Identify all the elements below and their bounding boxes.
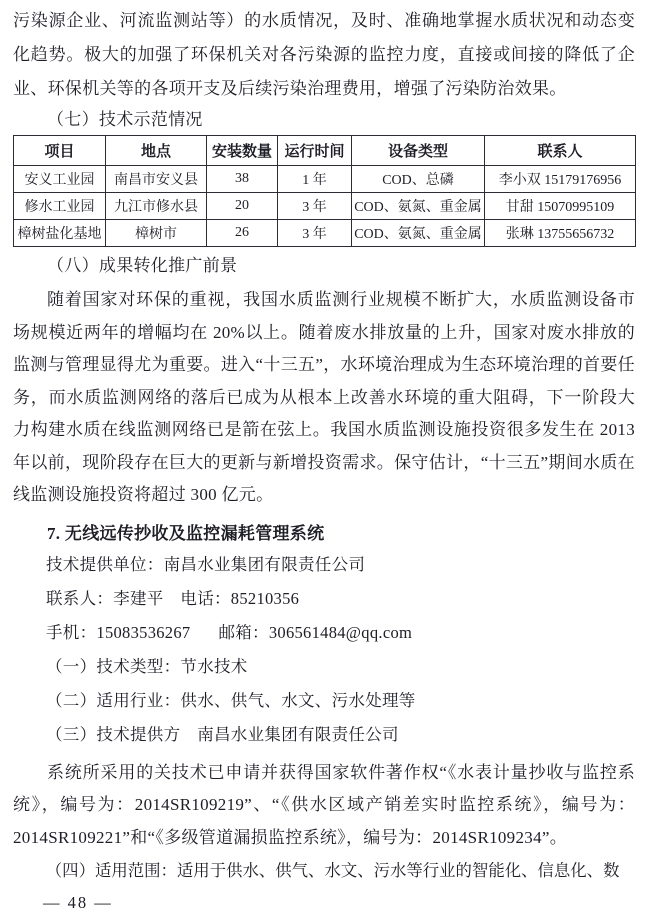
table-header-install-count: 安装数量: [207, 136, 278, 166]
provider-item: （三）技术提供方 南昌水业集团有限责任公司: [46, 724, 399, 744]
section-heading-demonstration: （七）技术示范情况: [47, 110, 203, 129]
demonstration-table: [13, 135, 636, 247]
table-row: [14, 166, 636, 193]
table-cell-runtime: 3 年: [278, 193, 352, 220]
table-cell-runtime: 1 年: [278, 166, 352, 193]
email-value: 邮箱：306561484@qq.com: [218, 622, 413, 642]
paragraph-monitoring-effect: 污染源企业、河流监测站等）的水质情况，及时、准确地掌握水质状况和动态变化趋势。极大的加强了环保机关对各污染源的监控力度，直接或间接的降低了企业、环保机关等的各项开支及后续污染治理费用，增强了污染防治效果。: [13, 11, 635, 98]
provider-line: 技术提供单位：南昌水业集团有限责任公司: [46, 554, 366, 574]
table-header-row: [14, 136, 636, 166]
paragraph-scope: （四）适用范围：适用于供水、供气、水文、污水等行业的智能化、信息化、数: [45, 861, 620, 880]
mobile-email-line: [13, 616, 635, 650]
table-cell-device-type: COD、氨氮、重金属: [352, 193, 485, 220]
mobile-value: 手机：15083536267: [46, 622, 191, 642]
industry-item: （二）适用行业：供水、供气、水文、污水处理等: [46, 690, 416, 710]
paragraph-copyrights: 系统所采用的关技术已申请并获得国家软件著作权“《水表计量抄收与监控系统》，编号为：2014SR109219”、“《供水区域产销差实时监控系统》，编号为：2014SR109221”和“《多级管道漏损监控系统》，编号为：2014SR109234”。: [13, 762, 635, 847]
contact-line: 联系人：李建平 电话：85210356: [46, 588, 300, 608]
section-heading-promotion: （八）成果转化推广前景: [47, 256, 238, 275]
tech-system-heading: 7. 无线远传抄收及监控漏耗管理系统: [47, 523, 325, 543]
table-cell-location: 南昌市安义县: [106, 166, 207, 193]
table-cell-contact: 李小双 15179176956: [485, 166, 636, 193]
table-row: [14, 220, 636, 247]
table-cell-contact: 张琳 13755656732: [485, 220, 636, 247]
table-cell-location: 九江市修水县: [106, 193, 207, 220]
table-cell-project: 樟树盐化基地: [14, 220, 106, 247]
table-cell-contact: 甘甜 15070995109: [485, 193, 636, 220]
table-header-contact: 联系人: [485, 136, 636, 166]
table-cell-install-count: 26: [207, 220, 278, 247]
table-header-runtime: 运行时间: [278, 136, 352, 166]
tech-type-item: （一）技术类型：节水技术: [46, 656, 248, 676]
table-cell-device-type: COD、总磷: [352, 166, 485, 193]
table-cell-install-count: 38: [207, 166, 278, 193]
table-cell-project: 修水工业园: [14, 193, 106, 220]
table-cell-location: 樟树市: [106, 220, 207, 247]
tech-info-block: [13, 548, 635, 752]
table-header-location: 地点: [106, 136, 207, 166]
table-cell-runtime: 3 年: [278, 220, 352, 247]
table-cell-install-count: 20: [207, 193, 278, 220]
table-row: [14, 193, 636, 220]
page-number: — 48 —: [43, 893, 113, 912]
paragraph-market-outlook: 随着国家对环保的重视，我国水质监测行业规模不断扩大，水质监测设备市场规模近两年的增幅均在 20%以上。随着废水排放量的上升，国家对废水排放的监测与管理显得尤为重要。进入“十三五”，水环境治理成为生态环境治理的首要任务，而水质监测网络的落后已成为从根本上改善水环境的重大阻碍，下一阶段大力构建水质在线监测网络已是箭在弦上。我国水质监测设施投资很多发生在 2013 年以前，现阶段存在巨大的更新与新增投资需求。保守估计，“十三五”期间水质在线监测设施投资将超过 300 亿元。: [13, 290, 635, 504]
table-header-project: 项目: [14, 136, 106, 166]
table-cell-project: 安义工业园: [14, 166, 106, 193]
table-cell-device-type: COD、氨氮、重金属: [352, 220, 485, 247]
table-header-device-type: 设备类型: [352, 136, 485, 166]
